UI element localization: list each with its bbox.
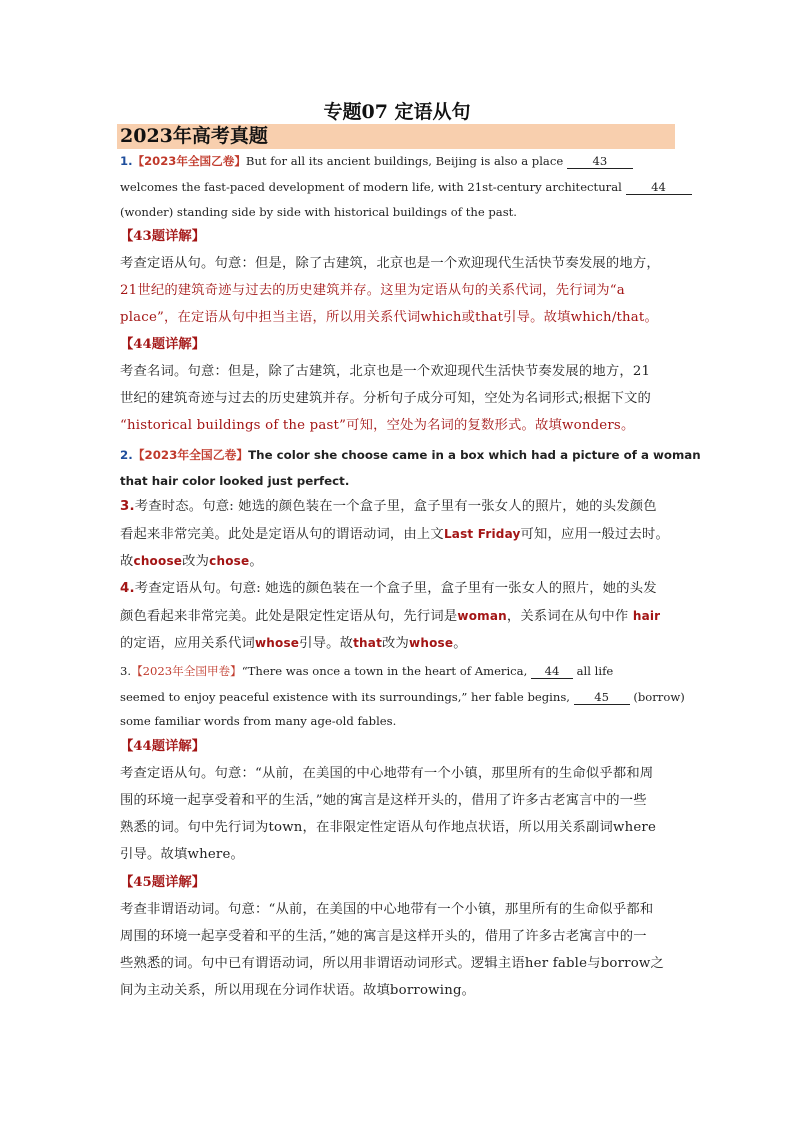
- q2-ans3-1: [120, 498, 657, 516]
- q3-source: 【2023年全国甲卷】: [131, 664, 242, 678]
- q1-number: 1.: [120, 154, 133, 168]
- q2-ans4-text-1: 考查定语从句。句意: 她选的颜色装在一个盒子里，盒子里有一张女人的照片，她的头发: [134, 581, 657, 596]
- q2-ans4-keyword-whose: whose: [254, 636, 300, 650]
- q1-exp44-2: 世纪的建筑奇迹与过去的历史建筑并存。分析句子成分可知，空处为名词形式;根据下文的: [120, 391, 652, 406]
- q3-exp44-2: 围的环境一起享受着和平的生活，”她的寓言是这样开头的，借用了许多古老寓言中的一些: [120, 793, 647, 808]
- q1-text-2: welcomes the fast-paced development of modern life, with 21st-century architectural: [120, 180, 622, 194]
- q2-ans3-3: [120, 552, 263, 571]
- q2-ans3-keyword: Last Friday: [443, 527, 521, 541]
- q2-ans3-keyword-choose: choose: [133, 554, 183, 568]
- q2-ans4-2: [120, 607, 660, 626]
- q2-ans4-keyword-hair: hair: [632, 609, 661, 623]
- q1-line-1: [120, 152, 633, 170]
- q2-ans4-keyword-that: that: [353, 636, 383, 650]
- q1-heading-44: 【44题详解】: [120, 337, 205, 352]
- q1-blank-44: 44: [626, 180, 692, 195]
- q2-ans4-text-5: 引导。故: [299, 636, 354, 651]
- q3-exp45-3: 些熟悉的词。句中已有谓语动词，所以用非谓语动词形式。逻辑主语her fable与borrow之: [120, 956, 665, 971]
- q2-ans4-text-4: 的定语，应用关系代词: [120, 636, 255, 651]
- q2-line-1: [120, 446, 701, 464]
- q2-ans4-text-6: 改为: [382, 636, 410, 651]
- q3-exp44-3: 熟悉的词。句中先行词为town，在非限定性定语从句作地点状语，所以用关系副词where: [120, 820, 657, 835]
- q3-heading-44: 【44题详解】: [120, 739, 205, 754]
- q1-exp43-1: 考查定语从句。句意：但是，除了古建筑，北京也是一个欢迎现代生活快节奏发展的地方，: [120, 256, 660, 271]
- q2-ans3-text-5: 改为: [182, 554, 210, 569]
- q3-blank-44: 44: [531, 664, 573, 679]
- q3-text-4: (borrow): [633, 690, 685, 704]
- q3-text-1: “There was once a town in the heart of America,: [241, 664, 528, 678]
- q2-line-2: that hair color looked just perfect.: [120, 474, 350, 488]
- q2-ans4-text-2: 颜色看起来非常完美。此处是限定性定语从句，先行词是: [120, 609, 458, 624]
- q3-text-2: all life: [576, 664, 614, 678]
- q3-exp44-1: 考查定语从句。句意：“从前，在美国的中心地带有一个小镇，那里所有的生命似乎都和周: [120, 766, 654, 781]
- section-header: [117, 124, 675, 149]
- q2-ans4-text-3: ，关系词在从句中作: [506, 609, 629, 624]
- q1-exp43-3: place”，在定语从句中担当主语，所以用关系代词which或that引导。故填which/that。: [120, 310, 658, 325]
- q1-line-2: [120, 178, 692, 196]
- q1-exp44-1: 考查名词。句意：但是，除了古建筑，北京也是一个欢迎现代生活快节奏发展的地方，21: [120, 364, 651, 379]
- q2-source: 【2023年全国乙卷】: [132, 448, 249, 462]
- q3-line-3: some familiar words from many age-old fables.: [120, 714, 397, 728]
- q3-line-1: [120, 662, 613, 680]
- q3-line-2: [120, 688, 685, 706]
- q2-ans3-text-3: 可知，应用一般过去时。: [520, 527, 670, 542]
- q1-exp43-2: 21世纪的建筑奇迹与过去的历史建筑并存。这里为定语从句的关系代词，先行词为“a: [120, 283, 625, 298]
- section-title: 2023年高考真题: [120, 125, 268, 147]
- q1-text-1: But for all its ancient buildings, Beijing is also a place: [245, 154, 564, 168]
- page-title: 专题07 定语从句: [323, 101, 471, 123]
- q2-text-1: The color she choose came in a box which had a picture of a woman: [248, 448, 701, 462]
- q2-ans4-keyword-woman: woman: [457, 609, 507, 623]
- q2-ans3-text-4: 故: [120, 554, 134, 569]
- q1-exp44-3: “historical buildings of the past”可知，空处为名词的复数形式。故填wonders。: [120, 418, 635, 433]
- q2-ans3-keyword-chose: chose: [209, 554, 250, 568]
- q1-heading-43: 【43题详解】: [120, 229, 205, 244]
- q2-ans3-text-1: 考查时态。句意: 她选的颜色装在一个盒子里，盒子里有一张女人的照片，她的头发颜色: [134, 499, 657, 514]
- q2-ans4-text-7: 。: [453, 636, 467, 651]
- q2-number: 2.: [120, 448, 133, 462]
- q2-ans4-3: [120, 634, 467, 653]
- q3-exp44-4: 引导。故填where。: [120, 847, 245, 862]
- q3-exp45-2: 周围的环境一起享受着和平的生活，”她的寓言是这样开头的，借用了许多古老寓言中的一: [120, 929, 647, 944]
- q2-ans4-1: [120, 580, 657, 598]
- q3-number: 3.: [120, 664, 132, 678]
- q3-exp45-4: 间为主动关系，所以用现在分词作状语。故填borrowing。: [120, 983, 476, 998]
- q1-line-3: (wonder) standing side by side with historical buildings of the past.: [120, 205, 517, 219]
- q1-blank-43: 43: [567, 154, 633, 169]
- q3-exp45-1: 考查非谓语动词。句意：“从前，在美国的中心地带有一个小镇，那里所有的生命似乎都和: [120, 902, 654, 917]
- q3-blank-45: 45: [574, 690, 630, 705]
- q2-ans3-text-2: 看起来非常完美。此处是定语从句的谓语动词，由上文: [120, 527, 444, 542]
- q2-ans3-text-6: 。: [249, 554, 263, 569]
- q1-source: 【2023年全国乙卷】: [132, 154, 246, 168]
- q3-heading-45: 【45题详解】: [120, 875, 205, 890]
- q2-ans3-2: [120, 525, 669, 544]
- q2-ans4-keyword-whose-2: whose: [409, 636, 454, 650]
- q3-text-3: seemed to enjoy peaceful existence with its surroundings,” her fable begins,: [120, 690, 570, 704]
- q2-ans4-number: 4.: [120, 581, 135, 596]
- q2-ans3-number: 3.: [120, 499, 135, 514]
